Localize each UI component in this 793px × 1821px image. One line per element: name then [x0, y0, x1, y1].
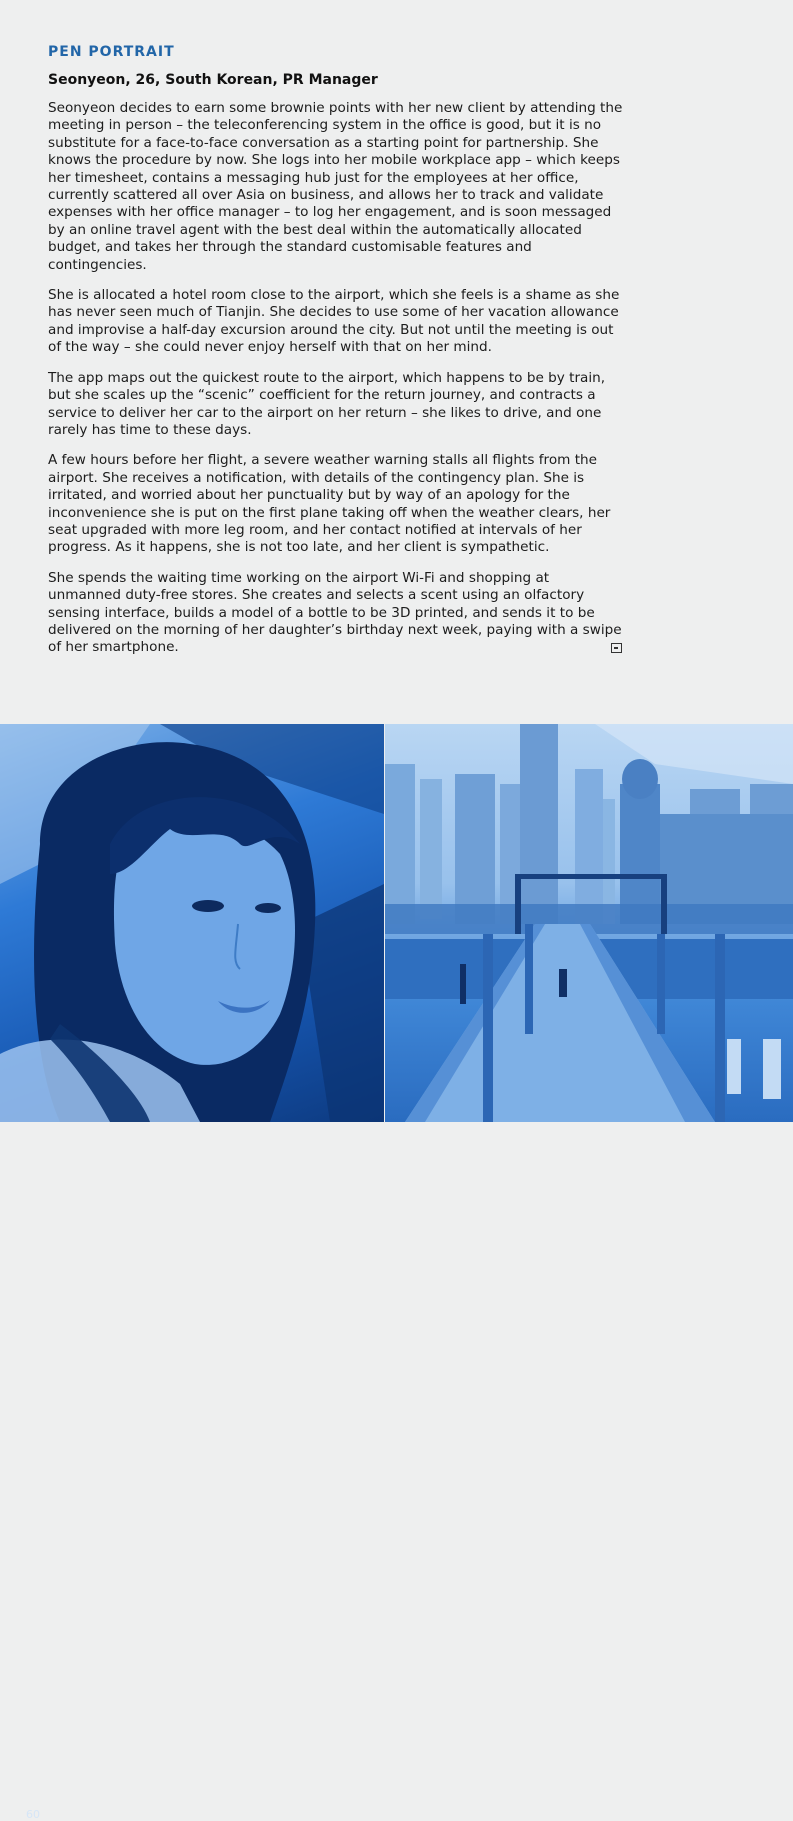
paragraph-2: She is allocated a hotel room close to the airport, which she feels is a shame as she has never seen much of Tianjin. She decides to use some of her vacation allowance and improvise a half-day excursion around the city. But not until the meeting is out of the way – she could never enjoy herself with that on her mind. [48, 287, 620, 356]
paragraph-1: Seonyeon decides to earn some brownie points with her new client by attending the meeting in person – the teleconferencing system in the office is good, but it is no substitute for a face-to-face conversation as a starting point for partnership. She knows the procedure by now. She logs into her mobile workplace app – which keeps her timesheet, contains a messaging hub just for the employees at her office, currently scattered all over Asia on business, and allows her to track and validate expenses with her office manager – to log her engagement, and is soon messaged by an online travel agent with the best deal within the automatically allocated budget, and takes her through the standard customisable features and contingencies. [48, 100, 623, 273]
section-label: PEN PORTRAIT [48, 44, 175, 60]
paragraph-4: A few hours before her flight, a severe weather warning stalls all flights from the airport. She receives a notification, with details of the contingency plan. She is irritated, and worried about her punctuality but by way of an apology for the inconvenience she is put on the first plane taking off when the weather clears, her seat upgraded with more leg room, and her contact notified at intervals of her progress. As it happens, she is not too late, and her client is sympathetic. [48, 452, 611, 556]
persona-heading: Seonyeon, 26, South Korean, PR Manager [48, 72, 378, 88]
portrait-photo [0, 724, 384, 1821]
end-of-article-icon [611, 643, 622, 653]
article [48, 44, 623, 670]
city-pier-photo [385, 724, 793, 1122]
paragraph-5: She spends the waiting time working on the airport Wi-Fi and shopping at unmanned duty-free stores. She creates and selects a scent using an olfactory sensing interface, builds a model of a bottle to be 3D printed, and sends it to be delivered on the morning of her daughter’s birthday next week, paying with a swipe of her smartphone. [48, 569, 622, 656]
page-number: 60 [26, 1808, 40, 1821]
paragraph-3: The app maps out the quickest route to the airport, which happens to be by train, but she scales up the “scenic” coefficient for the return journey, and contracts a service to deliver her car to the airport on her return – she likes to drive, and one rarely has time to these days. [48, 369, 606, 438]
